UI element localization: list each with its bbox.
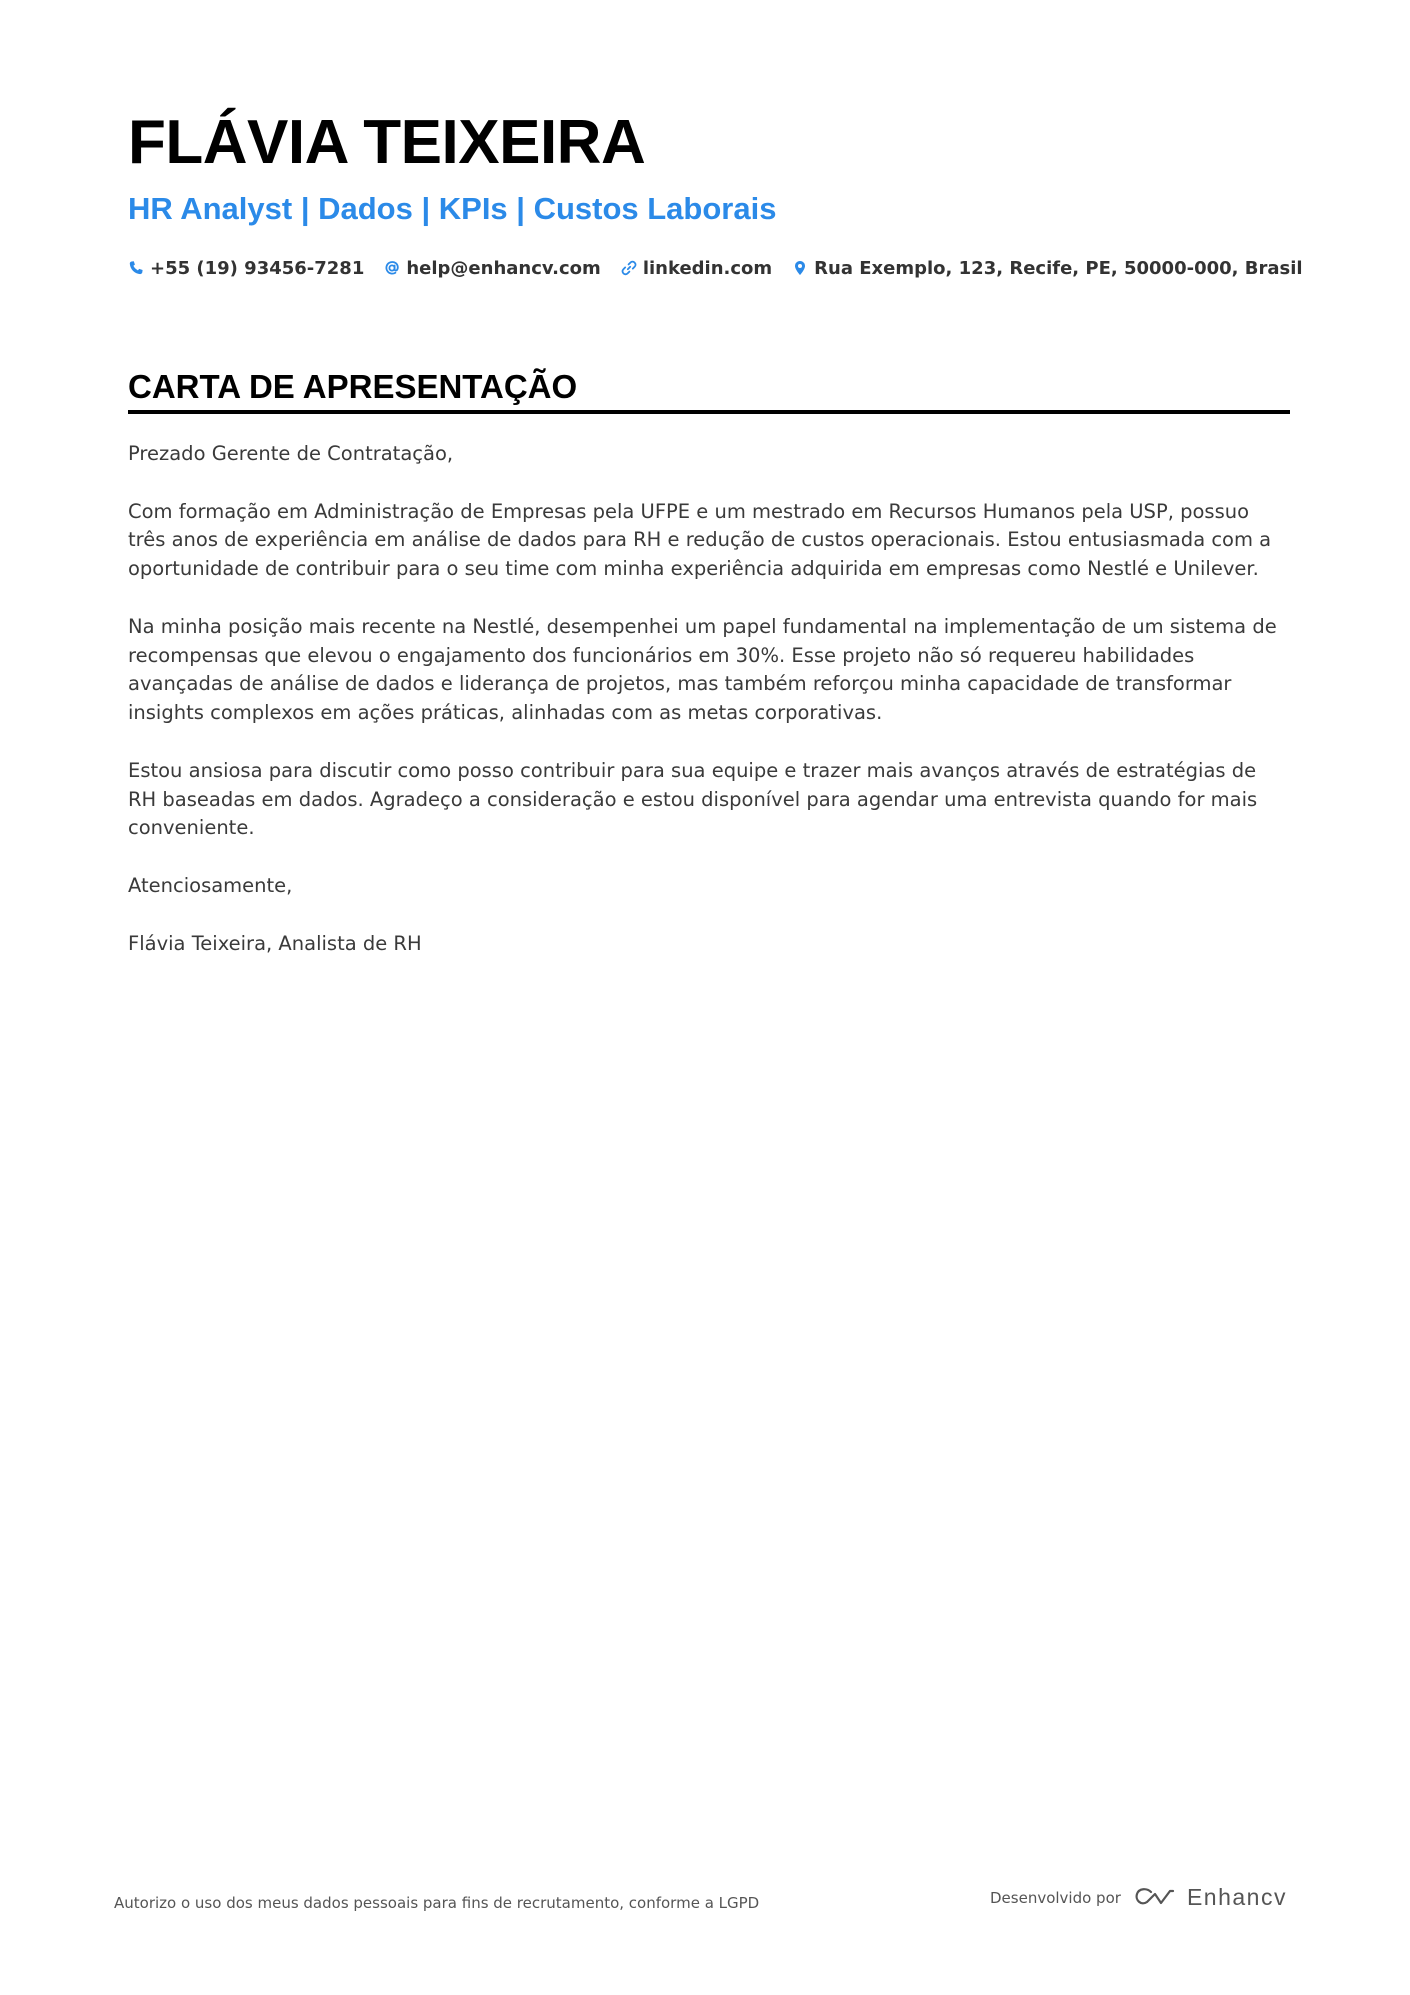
section-divider: [128, 410, 1290, 414]
letter-closing: Atenciosamente,: [128, 873, 293, 897]
powered-by-label: Desenvolvido por: [990, 1888, 1121, 1907]
at-icon: [384, 260, 400, 276]
enhancv-logo[interactable]: [1133, 1884, 1287, 1911]
phone-icon: [128, 260, 144, 276]
enhancv-logo-icon: [1133, 1886, 1179, 1910]
contact-email-text[interactable]: help@enhancv.com: [406, 257, 601, 279]
contact-email: [384, 258, 600, 279]
candidate-name: FLÁVIA TEIXEIRA: [128, 108, 646, 177]
location-pin-icon: [792, 260, 808, 276]
enhancv-logo-text: Enhancv: [1186, 1884, 1287, 1910]
section-title: CARTA DE APRESENTAÇÃO: [128, 368, 578, 405]
letter-greeting: Prezado Gerente de Contratação,: [128, 442, 454, 465]
contact-link: [621, 258, 772, 279]
letter-paragraph: Estou ansiosa para discutir como posso contribuir para sua equipe e trazer mais avanços através de estratégias de RH baseadas em dados. Agradeço a consideração e estou disponível para agendar uma entrevista quando for mais conveniente.: [128, 758, 1258, 840]
contact-phone: [128, 258, 364, 279]
candidate-headline: HR Analyst | Dados | KPIs | Custos Laborais: [128, 191, 777, 226]
consent-note: Autorizo o uso dos meus dados pessoais para fins de recrutamento, conforme a LGPD: [114, 1894, 760, 1912]
powered-by: [990, 1884, 1287, 1911]
contact-link-text[interactable]: linkedin.com: [642, 257, 773, 279]
contact-address: [792, 258, 1302, 279]
contact-address-text: Rua Exemplo, 123, Recife, PE, 50000-000, Brasil: [814, 257, 1303, 279]
letter-body: [128, 440, 1290, 987]
letter-paragraph: Na minha posição mais recente na Nestlé, desempenhei um papel fundamental na implementação de um sistema de recompensas que elevou o engajamento dos funcionários em 30%. Esse projeto não só requereu habilidades avançadas de análise de dados e liderança de projetos, mas também reforçou minha capacidade de transformar insights complexos em ações práticas, alinhadas com as metas corporativas.: [128, 614, 1277, 725]
contact-info: [128, 255, 1303, 281]
letter-paragraph: Com formação em Administração de Empresas pela UFPE e um mestrado em Recursos Humanos pela USP, possuo três anos de experiência em análise de dados para RH e redução de custos operacionais. Estou entusiasmada com a oportunidade de contribuir para o seu time com minha experiência adquirida em empresas como Nestlé e Unilever.: [128, 499, 1272, 581]
letter-signature: Flávia Teixeira, Analista de RH: [128, 931, 422, 955]
link-icon: [621, 260, 637, 276]
contact-phone-text: +55 (19) 93456-7281: [150, 257, 365, 279]
